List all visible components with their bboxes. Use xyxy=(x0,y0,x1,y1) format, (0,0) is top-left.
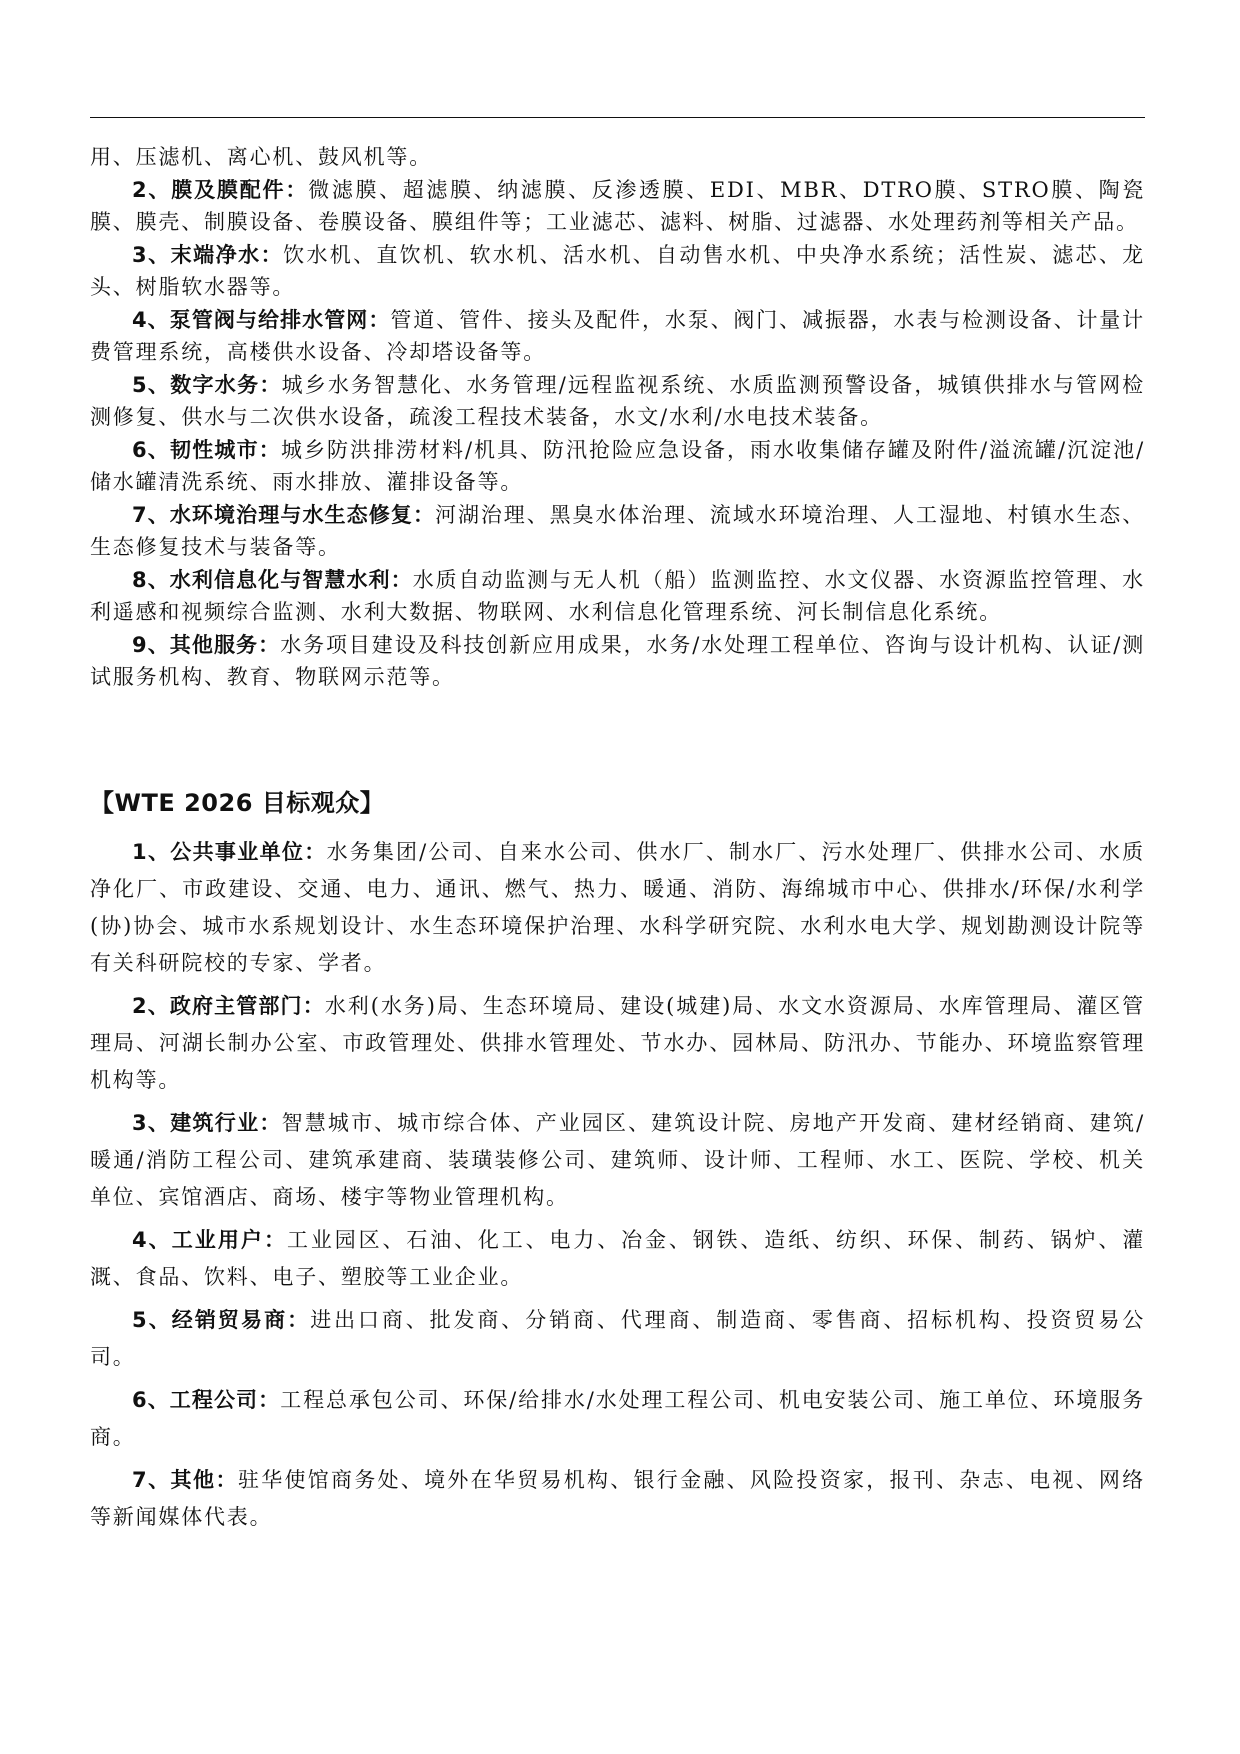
item-text: 水务项目建设及科技创新应用成果，水务/水处理工程单位、咨询与设计机构、认证/测试服务机构、教育、物联网示范等。 xyxy=(90,633,1145,689)
item-text: 饮水机、直饮机、软水机、活水机、自动售水机、中央净水系统；活性炭、滤芯、龙头、树脂软水器等。 xyxy=(90,243,1145,299)
item-lead: 5、数字水务： xyxy=(132,373,282,397)
exhibit-item-water-environment xyxy=(90,499,1145,563)
audience-item-other xyxy=(90,1462,1145,1536)
item-lead: 2、政府主管部门： xyxy=(132,994,325,1018)
item-text: 水务集团/公司、自来水公司、供水厂、制水厂、污水处理厂、供排水公司、水质净化厂、市政建设、交通、电力、通讯、燃气、热力、暖通、消防、海绵城市中心、供排水/环保/水利学(协)协会、城市水系规划设计、水生态环境保护治理、水科学研究院、水利水电大学、规划勘测设计院等有关科研院校的专家、学者。 xyxy=(90,840,1145,975)
item-text: 进出口商、批发商、分销商、代理商、制造商、零售商、招标机构、投资贸易公司。 xyxy=(90,1308,1145,1369)
header-rule xyxy=(90,117,1145,118)
item-lead: 3、建筑行业： xyxy=(132,1111,282,1135)
item-lead: 4、工业用户： xyxy=(132,1228,288,1252)
audience-item-distributors xyxy=(90,1302,1145,1376)
exhibit-item-digital-water xyxy=(90,369,1145,433)
item-text: 水利(水务)局、生态环境局、建设(城建)局、水文水资源局、水库管理局、灌区管理局、河湖长制办公室、市政管理处、供排水管理处、节水办、园林局、防汛办、节能办、环境监察管理机构等。 xyxy=(90,994,1145,1092)
item-text: 工程总承包公司、环保/给排水/水处理工程公司、机电安装公司、施工单位、环境服务商。 xyxy=(90,1388,1145,1449)
audience-item-construction xyxy=(90,1105,1145,1216)
item-text: 工业园区、石油、化工、电力、冶金、钢铁、造纸、纺织、环保、制药、锅炉、灌溉、食品、饮料、电子、塑胶等工业企业。 xyxy=(90,1228,1145,1289)
item-lead: 1、公共事业单位： xyxy=(132,840,327,864)
document-page xyxy=(90,0,1145,1754)
continuation-paragraph xyxy=(90,141,1145,173)
exhibit-item-pumps-pipes-valves xyxy=(90,304,1145,368)
item-lead: 6、韧性城市： xyxy=(132,438,281,462)
audience-item-industrial-users xyxy=(90,1222,1145,1296)
item-lead: 9、其他服务： xyxy=(132,633,281,657)
item-lead: 6、工程公司： xyxy=(132,1388,281,1412)
item-lead: 3、末端净水： xyxy=(132,243,284,267)
continuation-text: 用、压滤机、离心机、鼓风机等。 xyxy=(90,145,432,169)
item-text: 城乡水务智慧化、水务管理/远程监视系统、水质监测预警设备，城镇供排水与管网检测修复、供水与二次供水设备，疏浚工程技术装备，水文/水利/水电技术装备。 xyxy=(90,373,1145,429)
exhibit-categories xyxy=(90,141,1145,693)
item-lead: 4、泵管阀与给排水管网： xyxy=(132,308,391,332)
item-text: 管道、管件、接头及配件，水泵、阀门、减振器，水表与检测设备、计量计费管理系统，高楼供水设备、冷却塔设备等。 xyxy=(90,308,1145,364)
section-heading-audience: 【WTE 2026 目标观众】 xyxy=(90,789,385,817)
exhibit-item-resilient-city xyxy=(90,434,1145,498)
exhibit-item-smart-water xyxy=(90,564,1145,628)
item-lead: 5、经销贸易商： xyxy=(132,1308,311,1332)
exhibit-item-other-services xyxy=(90,629,1145,693)
audience-list xyxy=(90,834,1145,1536)
item-text: 驻华使馆商务处、境外在华贸易机构、银行金融、风险投资家，报刊、杂志、电视、网络等新闻媒体代表。 xyxy=(90,1468,1145,1529)
item-lead: 7、水环境治理与水生态修复： xyxy=(132,503,436,527)
exhibit-item-membranes xyxy=(90,174,1145,238)
item-lead: 2、膜及膜配件： xyxy=(132,178,309,202)
audience-item-public-utilities xyxy=(90,834,1145,982)
item-text: 微滤膜、超滤膜、纳滤膜、反渗透膜、EDI、MBR、DTRO膜、STRO膜、陶瓷膜、膜壳、制膜设备、卷膜设备、膜组件等；工业滤芯、滤料、树脂、过滤器、水处理药剂等相关产品。 xyxy=(90,178,1145,234)
audience-item-engineering xyxy=(90,1382,1145,1456)
item-lead: 7、其他： xyxy=(132,1468,238,1492)
item-text: 城乡防洪排涝材料/机具、防汛抢险应急设备，雨水收集储存罐及附件/溢流罐/沉淀池/储水罐清洗系统、雨水排放、灌排设备等。 xyxy=(90,438,1145,494)
item-lead: 8、水利信息化与智慧水利： xyxy=(132,568,413,592)
item-text: 智慧城市、城市综合体、产业园区、建筑设计院、房地产开发商、建材经销商、建筑/暖通/消防工程公司、建筑承建商、装璜装修公司、建筑师、设计师、工程师、水工、医院、学校、机关单位、宾馆酒店、商场、楼宇等物业管理机构。 xyxy=(90,1111,1145,1209)
audience-item-government xyxy=(90,988,1145,1099)
item-text: 河湖治理、黑臭水体治理、流域水环境治理、人工湿地、村镇水生态、生态修复技术与装备等。 xyxy=(90,503,1145,559)
item-text: 水质自动监测与无人机（船）监测监控、水文仪器、水资源监控管理、水利遥感和视频综合监测、水利大数据、物联网、水利信息化管理系统、河长制信息化系统。 xyxy=(90,568,1145,624)
exhibit-item-end-purification xyxy=(90,239,1145,303)
